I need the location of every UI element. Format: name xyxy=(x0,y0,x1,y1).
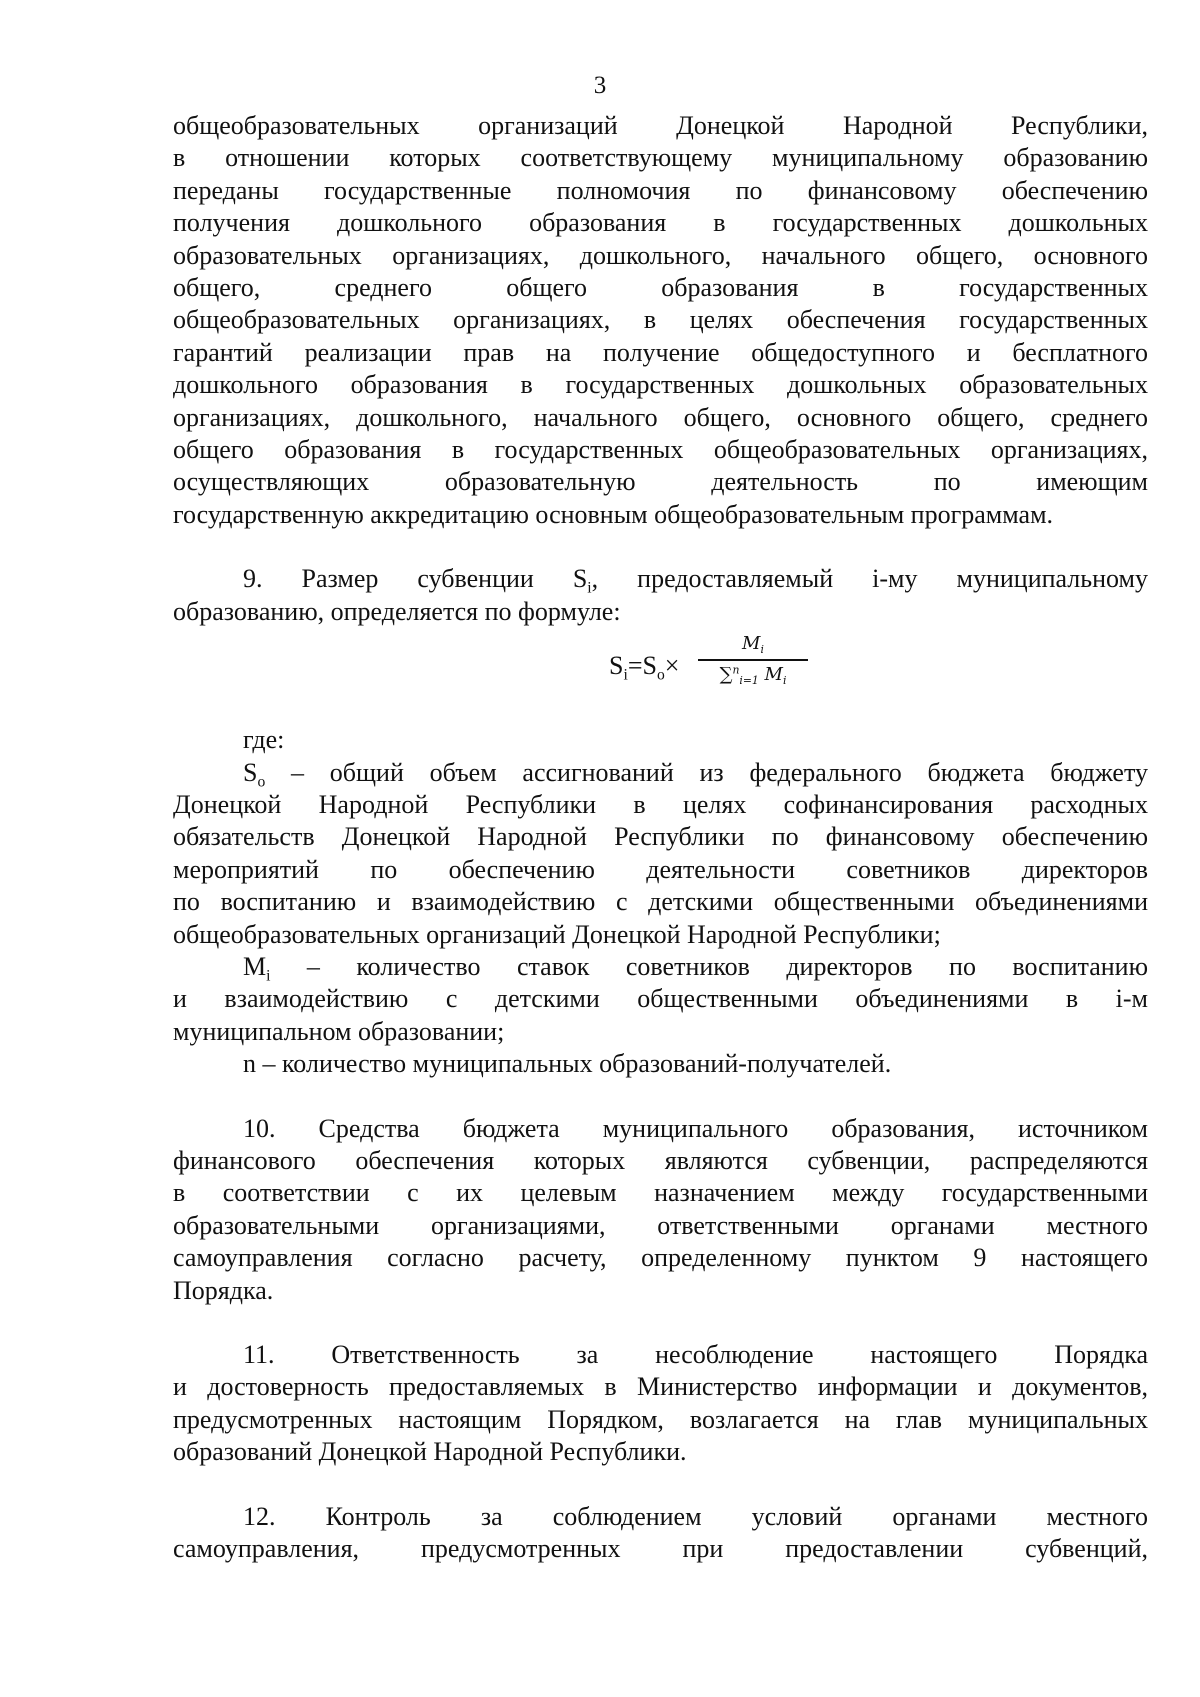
text-line: предусмотренных настоящим Порядком, возлагается на глав муниципальных xyxy=(173,1404,1148,1434)
text-line: Донецкой Народной Республики в целях софинансирования расходных xyxy=(173,789,1148,819)
intro-paragraph xyxy=(173,110,1148,531)
text-line: $S_o$ – общий объем ассигнований из федерального бюджета бюджету xyxy=(243,757,1148,790)
text-line: организациях, дошкольного, начального общего, основного общего, среднего xyxy=(173,402,1148,432)
text-line: гарантий реализации прав на получение общедоступного и бесплатного xyxy=(173,337,1148,367)
definitions xyxy=(173,724,1148,1080)
text-line: финансового обеспечения которых являются субвенции, распределяются xyxy=(173,1145,1148,1175)
text-line: переданы государственные полномочия по финансовому обеспечению xyxy=(173,175,1148,205)
text-line: общеобразовательных организаций Донецкой Народной Республики; xyxy=(173,919,941,949)
text-line: образовательными организациями, ответственными органами местного xyxy=(173,1210,1148,1240)
text-line: обязательств Донецкой Народной Республики по финансовому обеспечению xyxy=(173,822,1148,852)
text-line: мероприятий по обеспечению деятельности советников директоров xyxy=(173,854,1148,884)
text-line: осуществляющих образовательную деятельность по имеющим xyxy=(173,467,1148,497)
text-line: $M_i$ – количество ставок советников директоров по воспитанию xyxy=(243,951,1148,985)
page-number: 3 xyxy=(593,72,607,99)
text-line: образовательных организациях, дошкольного, начального общего, основного xyxy=(173,240,1148,270)
text-line: дошкольного образования в государственных дошкольных образовательных xyxy=(173,370,1148,400)
text-line: общего образования в государственных общеобразовательных организациях, xyxy=(173,435,1148,465)
text-line: самоуправления согласно расчету, определенному пунктом 9 настоящего xyxy=(173,1243,1148,1273)
text-line: Порядка. xyxy=(173,1275,274,1305)
subvention-formula xyxy=(173,632,1148,706)
paragraph-9 xyxy=(173,563,1148,628)
text-line: 12. Контроль за соблюдением условий органами местного xyxy=(243,1501,1148,1531)
text-line: 10. Средства бюджета муниципального образования, источником xyxy=(243,1113,1148,1143)
document-body xyxy=(173,110,1148,1565)
text-line: государственную аккредитацию основным общеобразовательным программам. xyxy=(173,499,1054,529)
text-line: 9. Размер субвенции $S_i$, предоставляемый i-му муниципальному xyxy=(243,564,1148,597)
text-line: получения дошкольного образования в государственных дошкольных xyxy=(173,208,1148,238)
text-line: и достоверность предоставляемых в Министерство информации и документов, xyxy=(173,1372,1148,1402)
text-line: в отношении которых соответствующему муниципальному образованию xyxy=(173,143,1148,173)
text-line: по воспитанию и взаимодействию с детскими общественными объединениями xyxy=(173,887,1148,917)
text-line: 11. Ответственность за несоблюдение настоящего Порядка xyxy=(243,1340,1148,1369)
text-line: и взаимодействию с детскими общественными объединениями в i-м xyxy=(173,984,1148,1014)
where-label: где: xyxy=(243,725,285,755)
text-line: образований Донецкой Народной Республики. xyxy=(173,1437,687,1467)
paragraph-11 xyxy=(173,1339,1148,1469)
text-line: самоуправления, предусмотренных при предоставлении субвенций, xyxy=(173,1534,1148,1564)
fraction-numerator: $M_i$ xyxy=(742,633,764,656)
formula-fraction xyxy=(698,632,808,687)
paragraph-12 xyxy=(173,1501,1148,1566)
paragraph-10 xyxy=(173,1113,1148,1307)
formula-lhs: $S_i=S_o\times$ xyxy=(609,651,680,684)
text-line: в соответствии с их целевым назначением между государственными xyxy=(173,1178,1148,1208)
text-line: общеобразовательных организациях, в целях обеспечения государственных xyxy=(173,305,1148,335)
fraction-bar xyxy=(698,659,808,661)
text-line: общеобразовательных организаций Донецкой Народной Республики, xyxy=(173,111,1148,140)
text-line: n – количество муниципальных образований-получателей. xyxy=(243,1049,892,1079)
fraction-denominator: ∑$^n_{i=1}$ $M_i$ xyxy=(719,663,787,687)
text-line: общего, среднего общего образования в государственных xyxy=(173,273,1148,303)
text-line: образованию, определяется по формуле: xyxy=(173,596,621,626)
text-line: муниципальном образовании; xyxy=(173,1016,505,1046)
